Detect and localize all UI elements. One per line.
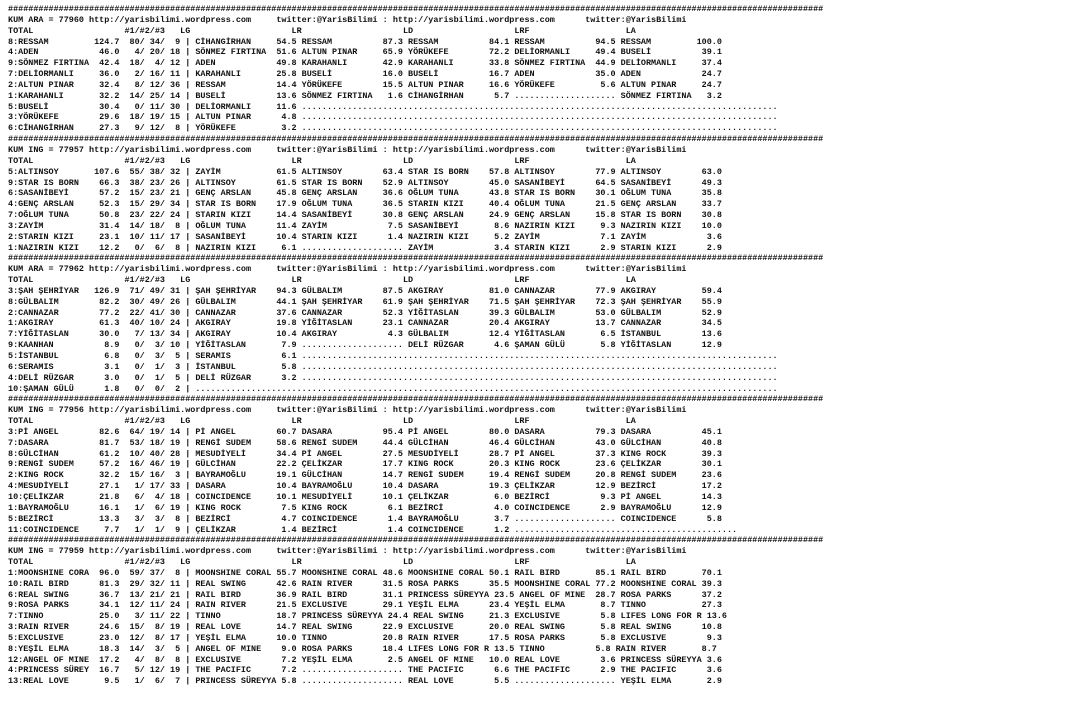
report-line: 10:ŞAMAN GÜLÜ 1.8 0/ 0/ 2 | ................................................................................................................... [8,383,778,394]
report-line: 12:ANGEL OF MINE 17.2 4/ 8/ 8 | EXCLUSIVE 7.2 YEŞİL ELMA 2.5 ANGEL OF MINE 10.0 REAL LOVE 3.6 PRINCESS SÜREYYA 3.6 [8,654,722,665]
report-line: 1:BAYRAMOĞLU 16.1 1/ 6/ 19 | KING ROCK 7.5 KING ROCK 6.1 BEZİRCİ 4.0 COINCIDENCE 2.9 BAYRAMOĞLU 12.9 [8,502,722,513]
report-line: 7:DELİORMANLI 36.0 2/ 16/ 11 | KARAHANLI 25.8 BUSELİ 16.0 BUSELİ 16.7 ADEN 35.0 ADEN 24.7 [8,69,722,80]
report-line: ################################################################################################################################################################# [8,535,824,546]
report-line: 7:YİĞİTASLAN 30.0 7/ 13/ 34 | AKGIRAY 10.4 AKGIRAY 4.3 GÜLBALIM 12.4 YİĞİTASLAN 6.5 İSTANBUL 13.6 [8,329,722,340]
report-line: 6:CİHANGİRHAN 27.3 9/ 12/ 8 | YÖRÜKEFE 3.2 .............................................................................................. [8,123,778,134]
report-line: 5:BEZİRCİ 13.3 3/ 3/ 8 | BEZİRCİ 4.7 COINCIDENCE 1.4 BAYRAMOĞLU 3.7 .................... COINCIDENCE 5.8 [8,513,722,524]
report-line: KUM ARA = 77960 http://yarisbilimi.wordpress.com twitter:@YarisBilimi : http://yarisbilimi.wordpress.com twitter:@YarisBilimi [8,14,687,25]
report-line: 1:KARAHANLI 32.2 14/ 25/ 14 | BUSELİ 13.6 SÖNMEZ FIRTINA 1.6 CİHANGİRHAN 5.7 .................... SÖNMEZ FIRTINA 3.2 [8,90,722,101]
report-line: 9:STAR IS BORN 66.3 38/ 23/ 26 | ALTINSOY 61.5 STAR IS BORN 52.9 ALTINSOY 45.0 SASANİBEYİ 64.5 SASANİBEYİ 49.3 [8,177,722,188]
report-line: 4:DELİ RÜZGAR 3.0 0/ 1/ 5 | DELİ RÜZGAR 3.2 .............................................................................................. [8,372,778,383]
report-line: 3:ZAYİM 31.4 14/ 18/ 8 | OĞLUM TUNA 11.4 ZAYİM 7.5 SASANİBEYİ 8.6 NAZIRIN KIZI 9.3 NAZIRIN KIZI 10.0 [8,220,722,231]
report-line: 13:REAL LOVE 9.5 1/ 6/ 7 | PRINCESS SÜREYYA 5.8 .................... REAL LOVE 5.5 .................... YEŞİL ELMA 2.9 [8,676,722,687]
report-line: KUM ARA = 77962 http://yarisbilimi.wordpress.com twitter:@YarisBilimi : http://yarisbilimi.wordpress.com twitter:@YarisBilimi [8,264,687,275]
report-line: 6:SASANİBEYİ 57.2 15/ 23/ 21 | GENÇ ARSLAN 45.8 GENÇ ARSLAN 36.6 OĞLUM TUNA 43.8 STAR IS BORN 30.1 OĞLUM TUNA 35.8 [8,188,722,199]
report-line: 11:COINCIDENCE 7.7 1/ 1/ 9 | ÇELİKZAR 1.4 BEZİRCİ 1.4 COINCIDENCE 1.2 ............................................ [8,524,738,535]
report-line: 8:RESSAM 124.7 80/ 34/ 9 | CİHANGİRHAN 54.5 RESSAM 87.3 RESSAM 84.1 RESSAM 94.5 RESSAM 100.0 [8,36,722,47]
report-line: 8:GÜLBALIM 82.2 30/ 49/ 26 | GÜLBALIM 44.1 ŞAH ŞEHRİYAR 61.9 ŞAH ŞEHRİYAR 71.5 ŞAH ŞEHRİYAR 72.3 ŞAH ŞEHRİYAR 55.9 [8,296,722,307]
report-line: ################################################################################################################################################################# [8,4,824,14]
report-line: 10:ÇELİKZAR 21.8 6/ 4/ 18 | COINCIDENCE 10.1 MESUDİYELİ 10.1 ÇELİKZAR 6.0 BEZİRCİ 9.3 Pİ ANGEL 14.3 [8,491,722,502]
report-line: 2:KING ROCK 32.2 15/ 16/ 3 | BAYRAMOĞLU 19.1 GÜLCİHAN 14.7 RENGİ SUDEM 19.4 RENGİ SUDEM 20.8 RENGİ SUDEM 23.6 [8,470,722,481]
report-line: 2:ALTUN PINAR 32.4 8/ 12/ 36 | RESSAM 14.4 YÖRÜKEFE 15.5 ALTUN PINAR 16.6 YÖRÜKEFE 5.6 ALTUN PINAR 24.7 [8,79,722,90]
report-line: 1:MOONSHINE CORA 96.0 59/ 37/ 8 | MOONSHINE CORAL 55.7 MOONSHINE CORAL 48.6 MOONSHINE CORAL 50.1 RAIL BIRD 85.1 RAIL BIRD 70.1 [8,567,722,578]
report-line: KUM ING = 77956 http://yarisbilimi.wordpress.com twitter:@YarisBilimi : http://yarisbilimi.wordpress.com twitter:@YarisBilimi [8,405,687,416]
report-line: 5:ALTINSOY 107.6 55/ 38/ 32 | ZAYİM 61.5 ALTINSOY 63.4 STAR IS BORN 57.8 ALTINSOY 77.9 ALTINSOY 63.0 [8,166,722,177]
report-line: TOTAL #1/#2/#3 LG LR LD LRF LA [8,416,636,427]
report-line: 9:RENGİ SUDEM 57.2 16/ 46/ 19 | GÜLCİHAN 22.2 ÇELİKZAR 17.7 KING ROCK 20.3 KING ROCK 23.6 ÇELİKZAR 30.1 [8,459,722,470]
report-line: 6:SERAMIS 3.1 0/ 1/ 3 | İSTANBUL 5.8 .............................................................................................. [8,361,778,372]
report-line: 1:NAZIRIN KIZI 12.2 0/ 6/ 8 | NAZIRIN KIZI 6.1 .................... ZAYİM 3.4 STARIN KIZI 2.9 STARIN KIZI 2.9 [8,242,722,253]
report-line: 4:ADEN 46.0 4/ 20/ 18 | SÖNMEZ FIRTINA 51.6 ALTUN PINAR 65.9 YÖRÜKEFE 72.2 DELİORMANLI 49.4 BUSELİ 39.1 [8,47,722,58]
report-line: 7:TINNO 25.0 3/ 11/ 22 | TINNO 18.7 PRINCESS SÜREYYA 24.4 REAL SWING 21.3 EXCLUSIVE 5.8 LIFES LONG FOR R 13.6 [8,611,727,622]
report-line: 9:ROSA PARKS 34.1 12/ 11/ 24 | RAIN RIVER 21.5 EXCLUSIVE 29.1 YEŞİL ELMA 23.4 YEŞİL ELMA 8.7 TINNO 27.3 [8,600,722,611]
report-line: ################################################################################################################################################################# [8,134,824,145]
report-line: 2:STARIN KIZI 23.1 10/ 11/ 17 | SASANİBEYİ 10.4 STARIN KIZI 1.4 NAZIRIN KIZI 5.2 ZAYİM 7.1 ZAYİM 3.6 [8,231,722,242]
report-line: 5:BUSELİ 30.4 0/ 11/ 30 | DELİORMANLI 11.6 .............................................................................................. [8,101,778,112]
report-line: 2:CANNAZAR 77.2 22/ 41/ 30 | CANNAZAR 37.6 CANNAZAR 52.3 YİĞİTASLAN 39.3 GÜLBALIM 53.0 GÜLBALIM 52.9 [8,307,722,318]
report-line: 6:REAL SWING 36.7 13/ 21/ 21 | RAIL BIRD 36.9 RAIL BIRD 31.1 PRINCESS SÜREYYA 23.5 ANGEL OF MINE 28.7 ROSA PARKS 37.2 [8,589,722,600]
report-line: KUM ING = 77957 http://yarisbilimi.wordpress.com twitter:@YarisBilimi : http://yarisbilimi.wordpress.com twitter:@YarisBilimi [8,144,687,155]
report-line: 10:RAIL BIRD 81.3 29/ 32/ 11 | REAL SWING 42.6 RAIN RIVER 31.5 ROSA PARKS 35.5 MOONSHINE CORAL 77.2 MOONSHINE CORAL 39.3 [8,578,722,589]
report-line: TOTAL #1/#2/#3 LG LR LD LRF LA [8,275,636,286]
report-line: 9:SÖNMEZ FIRTINA 42.4 18/ 4/ 12 | ADEN 49.8 KARAHANLI 42.9 KARAHANLI 33.8 SÖNMEZ FIRTINA 44.9 DELİORMANLI 37.4 [8,58,722,69]
report-line: TOTAL #1/#2/#3 LG LR LD LRF LA [8,557,636,568]
report-line: TOTAL #1/#2/#3 LG LR LD LRF LA [8,155,636,166]
report-line: 5:EXCLUSIVE 23.0 12/ 8/ 17 | YEŞİL ELMA 10.0 TINNO 20.8 RAIN RIVER 17.5 ROSA PARKS 5.8 EXCLUSIVE 9.3 [8,632,722,643]
report-line: 3:RAIN RIVER 24.6 15/ 8/ 19 | REAL LOVE 14.7 REAL SWING 22.9 EXCLUSIVE 20.0 REAL SWING 5.8 REAL SWING 10.8 [8,622,722,633]
report-line: 3:Pİ ANGEL 82.6 64/ 19/ 14 | Pİ ANGEL 60.7 DASARA 95.4 Pİ ANGEL 80.0 DASARA 79.3 DASARA 45.1 [8,426,722,437]
report-line: 9:KAANHAN 8.9 0/ 3/ 10 | YİĞİTASLAN 7.9 .................... DELİ RÜZGAR 4.6 ŞAMAN GÜLÜ 5.8 YİĞİTASLAN 12.9 [8,340,722,351]
report-line: ################################################################################################################################################################# [8,394,824,405]
report-line: KUM ING = 77959 http://yarisbilimi.wordpress.com twitter:@YarisBilimi : http://yarisbilimi.wordpress.com twitter:@YarisBilimi [8,546,687,557]
report-line: 4:MESUDİYELİ 27.1 1/ 17/ 33 | DASARA 10.4 BAYRAMOĞLU 10.4 DASARA 19.3 ÇELİKZAR 12.9 BEZİRCİ 17.2 [8,481,722,492]
report-line: ################################################################################################################################################################# [8,253,824,264]
report-line: 1:AKGIRAY 61.3 40/ 10/ 24 | AKGIRAY 19.8 YİĞİTASLAN 23.1 CANNAZAR 20.4 AKGIRAY 13.7 CANNAZAR 34.5 [8,318,722,329]
report-line: 3:ŞAH ŞEHRİYAR 126.9 71/ 49/ 31 | ŞAH ŞEHRİYAR 94.3 GÜLBALIM 87.5 AKGIRAY 81.0 CANNAZAR 77.9 AKGIRAY 59.4 [8,285,722,296]
report-line: 3:YÖRÜKEFE 29.6 18/ 19/ 15 | ALTUN PINAR 4.8 .............................................................................................. [8,112,778,123]
report-line: 5:İSTANBUL 6.8 0/ 3/ 5 | SERAMIS 6.1 .............................................................................................. [8,351,778,361]
report-line: 8:YEŞİL ELMA 18.3 14/ 3/ 5 | ANGEL OF MINE 9.0 ROSA PARKS 18.4 LIFES LONG FOR R 13.5 TINNO 5.8 RAIN RIVER 8.7 [8,643,717,654]
report-line: 8:GÜLCİHAN 61.2 10/ 40/ 28 | MESUDİYELİ 34.4 Pİ ANGEL 27.5 MESUDİYELİ 28.7 Pİ ANGEL 37.3 KING ROCK 39.3 [8,448,722,459]
report-line: 7:DASARA 81.7 53/ 18/ 19 | RENGİ SUDEM 58.6 RENGİ SUDEM 44.4 GÜLCİHAN 46.4 GÜLCİHAN 43.0 GÜLCİHAN 40.8 [8,437,722,448]
report-line: 7:OĞLUM TUNA 50.8 23/ 22/ 24 | STARIN KIZI 14.4 SASANİBEYİ 30.8 GENÇ ARSLAN 24.9 GENÇ ARSLAN 15.8 STAR IS BORN 30.8 [8,210,722,221]
report-line: TOTAL #1/#2/#3 LG LR LD LRF LA [8,25,636,36]
report-line: 4:PRINCESS SÜREY 16.7 5/ 12/ 19 | THE PACIFIC 7.2 .................... THE PACIFIC 6.6 THE PACIFIC 2.9 THE PACIFIC 3.6 [8,665,722,676]
report-line: 4:GENÇ ARSLAN 52.3 15/ 29/ 34 | STAR IS BORN 17.9 OĞLUM TUNA 36.5 STARIN KIZI 40.4 OĞLUM TUNA 21.5 GENÇ ARSLAN 33.7 [8,199,722,210]
